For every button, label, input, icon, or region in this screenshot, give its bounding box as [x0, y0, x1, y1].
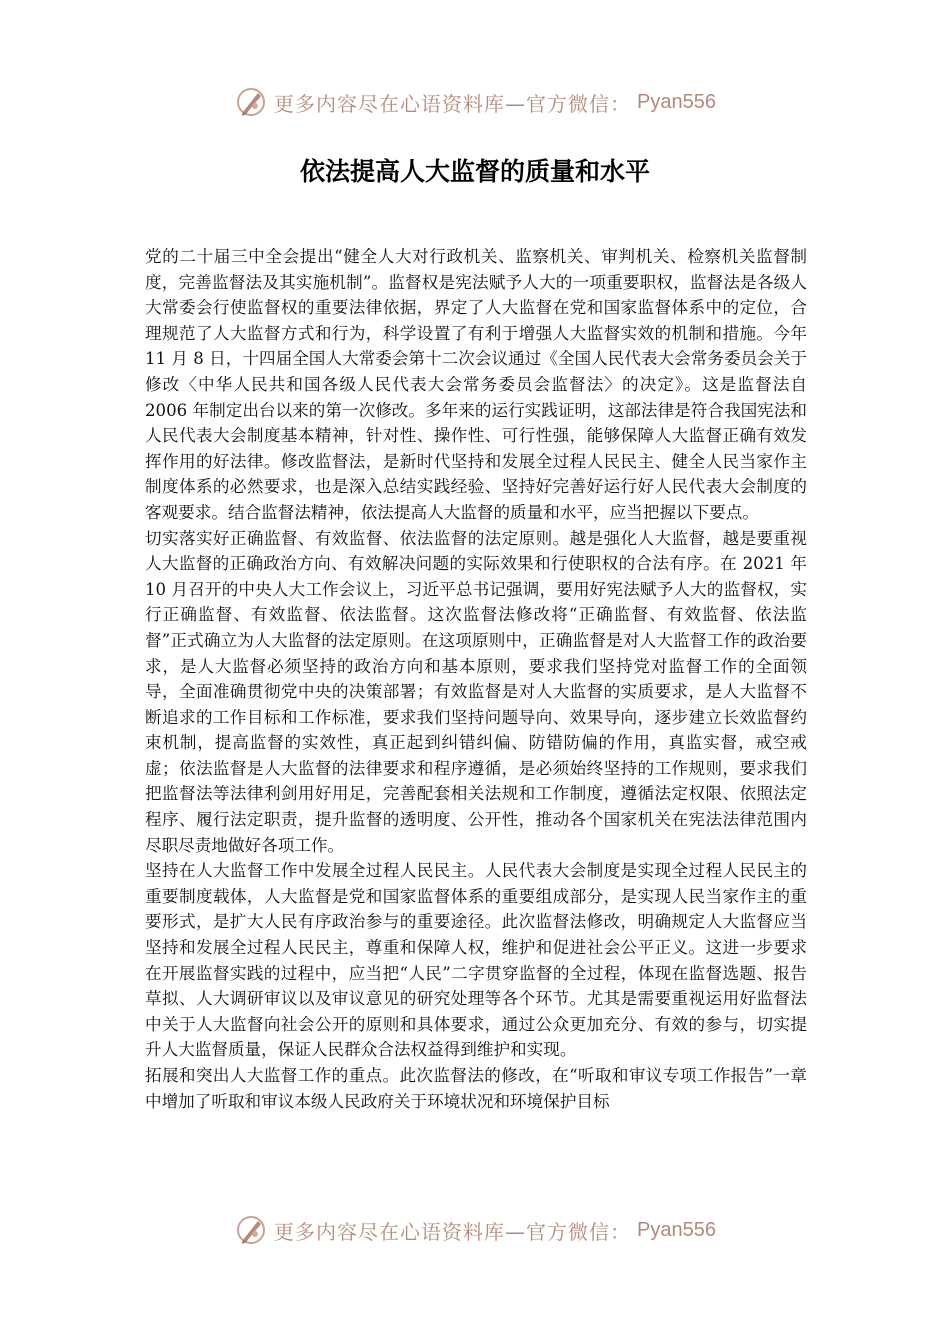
paragraph: 坚持在人大监督工作中发展全过程人民民主。人民代表大会制度是实现全过程人民民主的重要制度载体，人大监督是党和国家监督体系的重要组成部分，是实现人民当家作主的重要形式，是扩大人民有序政治参与的重要途径。此次监督法修改，明确规定人大监督应当坚持和发展全过程人民民主，尊重和保障人权，维护和促进社会公平正义。这进一步要求在开展监督实践的过程中，应当把“人民”二字贯穿监督的全过程，体现在监督选题、报告草拟、人大调研审议以及审议意见的研究处理等各个环节。尤其是需要重视运用好监督法中关于人大监督向社会公开的原则和具体要求，通过公众更加充分、有效的参与，切实提升人大监督质量，保证人民群众合法权益得到维护和实现。	[145, 861, 807, 1060]
pen-logo-icon	[234, 85, 268, 119]
paragraph: 拓展和突出人大监督工作的重点。此次监督法的修改，在“听取和审议专项工作报告”一章中增加了听取和审议本级人民政府关于环境状况和环境保护目标	[145, 1066, 807, 1111]
document-body	[145, 244, 807, 1114]
watermark-account: Pyan556	[637, 90, 716, 113]
paragraph: 党的二十届三中全会提出“健全人大对行政机关、监察机关、审判机关、检察机关监督制度，完善监督法及其实施机制”。监督权是宪法赋予人大的一项重要职权，监督法是各级人大常委会行使监督权的重要法律依据，界定了人大监督在党和国家监督体系中的定位，合理规范了人大监督方式和行为，科学设置了有利于增强人大监督实效的机制和措施。今年 11 月 8 日，十四届全国人大常委会第十二次会议通过《全国人民代表大会常务委员会关于修改〈中华人民共和国各级人民代表大会常务委员会监督法〉的决定》。这是监督法自 2006 年制定出台以来的第一次修改。多年来的运行实践证明，这部法律是符合我国宪法和人民代表大会制度基本精神，针对性、操作性、可行性强，能够保障人大监督正确有效发挥作用的好法律。修改监督法，是新时代坚持和发展全过程人民民主、健全人民当家作主制度体系的必然要求，也是深入总结实践经验、坚持好完善好运行好人民代表大会制度的客观要求。结合监督法精神，依法提高人大监督的质量和水平，应当把握以下要点。	[145, 247, 807, 522]
watermark-account: Pyan556	[637, 1218, 716, 1241]
pen-logo-icon	[234, 1213, 268, 1247]
watermark-footer	[0, 1210, 950, 1250]
document-title: 依法提高人大监督的质量和水平	[299, 157, 650, 186]
watermark-text: 更多内容尽在心语资料库—官方微信：	[274, 1219, 632, 1244]
watermark-text: 更多内容尽在心语资料库—官方微信：	[274, 91, 632, 116]
paragraph: 切实落实好正确监督、有效监督、依法监督的法定原则。越是强化人大监督，越是要重视人大监督的正确政治方向、有效解决问题的实际效果和行使职权的合法有序。在 2021 年 10 月召开的中央人大工作会议上，习近平总书记强调，要用好宪法赋予人大的监督权，实行正确监督、有效监督、依法监督。这次监督法修改将“正确监督、有效监督、依法监督”正式确立为人大监督的法定原则。在这项原则中，正确监督是对人大监督工作的政治要求，是人大监督必须坚持的政治方向和基本原则，要求我们坚持党对监督工作的全面领导，全面准确贯彻党中央的决策部署；有效监督是对人大监督的实质要求，是人大监督不断追求的工作目标和工作标准，要求我们坚持问题导向、效果导向，逐步建立长效监督约束机制，提高监督的实效性，真正起到纠错纠偏、防错防偏的作用，真监实督，戒空戒虚；依法监督是人大监督的法律要求和程序遵循，是必须始终坚持的工作规则，要求我们把监督法等法律利剑用好用足，完善配套相关法规和工作制度，遵循法定权限、依照法定程序、履行法定职责，提升监督的透明度、公开性，推动各个国家机关在宪法法律范围内尽职尽责地做好各项工作。	[145, 528, 807, 855]
watermark-header	[0, 82, 950, 122]
